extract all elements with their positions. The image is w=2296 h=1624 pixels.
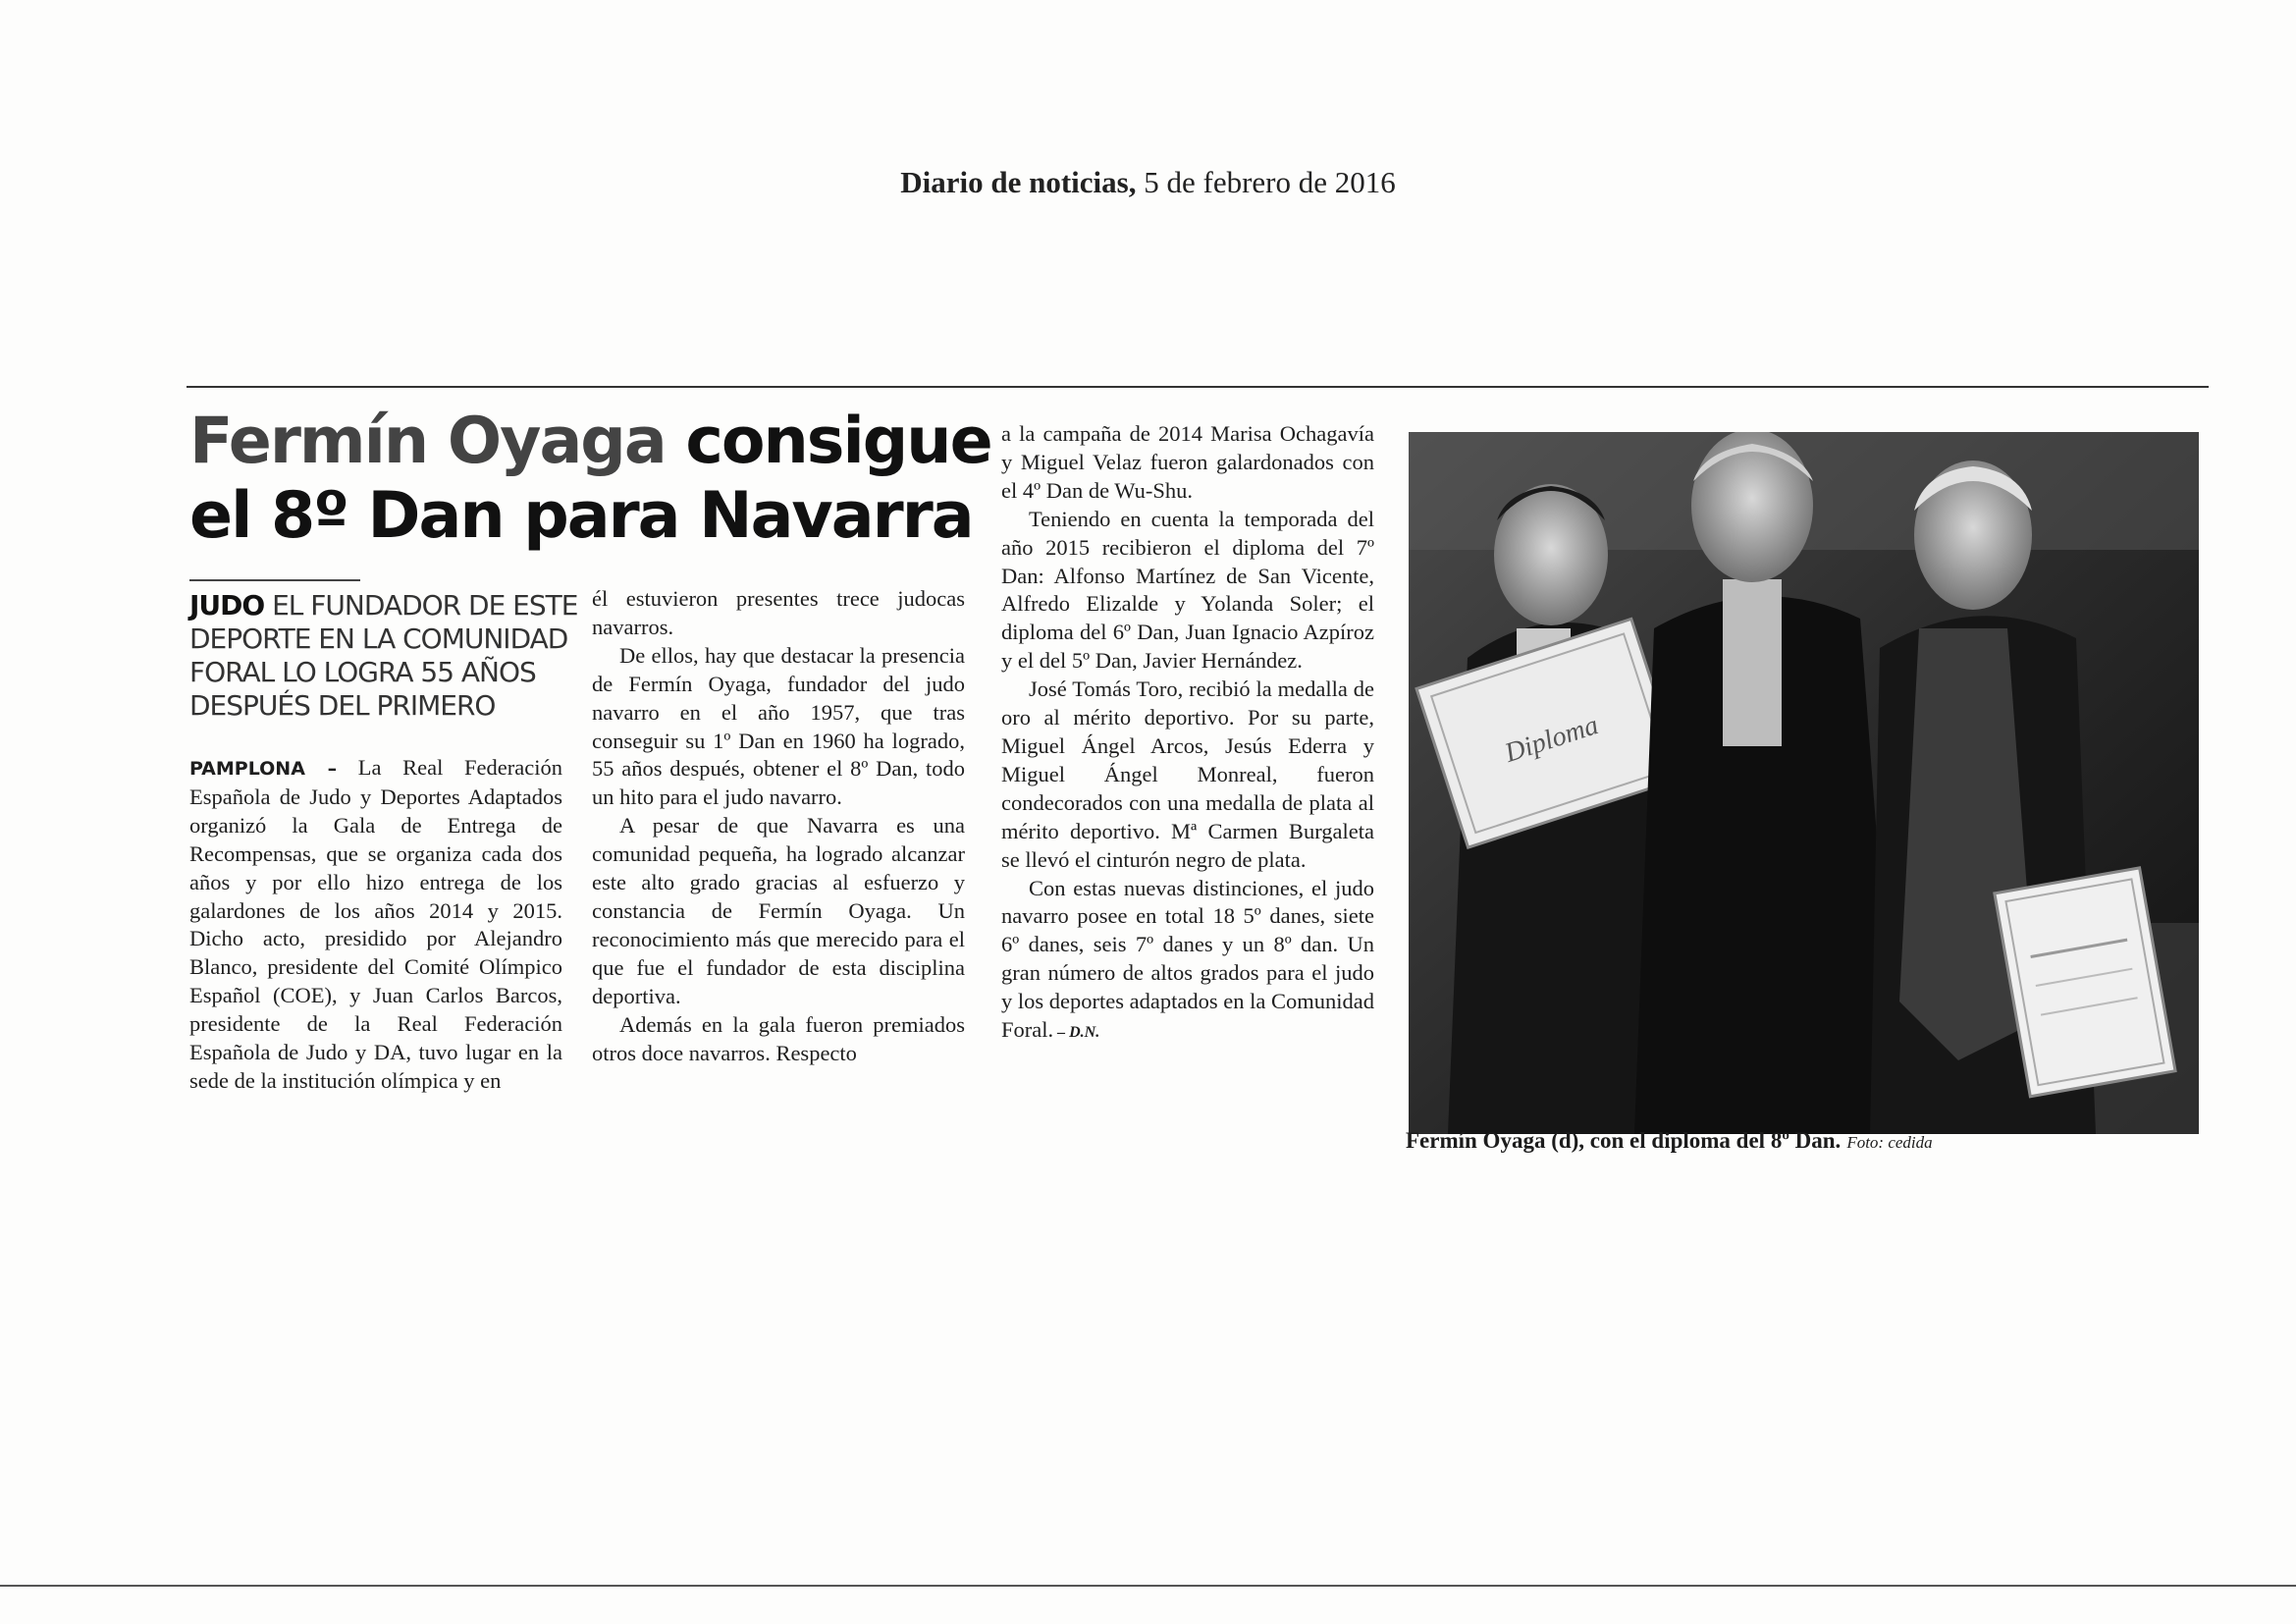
column-2	[592, 585, 965, 1067]
headline-line-2: el 8º Dan para Navarra	[189, 479, 973, 553]
body-paragraph-6: José Tomás Toro, recibió la medalla de oro al mérito deportivo. Por su parte, Miguel Ángel Arcos, Jesús Ederra y Miguel Ángel Monreal, fueron condecorados con una medalla de plata al mérito deportivo. Mª Carmen Burgaleta se llevó el cinturón negro de plata.	[1001, 677, 1374, 872]
bottom-rule	[0, 1585, 2296, 1587]
column-1	[189, 754, 562, 1096]
news-photo	[1409, 432, 2199, 1134]
body-paragraph-4: Además en la gala fueron premiados otros doce navarros. Respecto	[592, 1011, 965, 1065]
caption-text: Fermín Oyaga (d), con el diploma del 8º Dan.	[1406, 1128, 1842, 1153]
photo-credit: Foto: cedida	[1846, 1133, 1933, 1152]
publication-name: Diario de noticias,	[900, 165, 1137, 199]
deck	[189, 589, 582, 723]
deck-text: EL FUNDADOR DE ESTE DEPORTE EN LA COMUNIDAD FORAL LO LOGRA 55 AÑOS DESPUÉS DEL PRIMERO	[189, 589, 578, 722]
body-paragraph-1-cont: él estuvieron presentes trece judocas navarros.	[592, 586, 965, 639]
diploma-label: Diploma	[1501, 710, 1603, 769]
dateline: PAMPLONA –	[189, 758, 338, 780]
body-paragraph-4-cont: a la campaña de 2014 Marisa Ochagavía y Miguel Velaz fueron galardonados con el 4º Dan de Wu-Shu.	[1001, 421, 1374, 503]
column-3	[1001, 420, 1374, 1048]
publication-source-line	[0, 165, 2296, 200]
body-paragraph-5: Teniendo en cuenta la temporada del año 2015 recibieron el diploma del 7º Dan: Alfonso Martínez de San Vicente, Alfredo Elizalde y Yolanda Soler; el diploma del 6º Dan, Juan Ignacio Azpíroz y el del 5º Dan, Javier Hernández.	[1001, 506, 1374, 674]
deck-tag: JUDO	[189, 589, 265, 622]
body-paragraph-1-text: La Real Federación Española de Judo y Deportes Adaptados organizó la Gala de Entrega de Recompensas, que se organiza cada dos años y por ello hizo entrega de los galardones de los años 2014 y 2015. Dicho acto, presidido por Alejandro Blanco, presidente del Comité Olímpico Español (COE), y Juan Carlos Barcos, presidente de la Real Federación Española de Judo y DA, tuvo lugar en la sede de la institución olímpica y en	[189, 755, 562, 1093]
body-paragraph-3: A pesar de que Navarra es una comunidad pequeña, ha logrado alcanzar este alto grado gracias al esfuerzo y constancia de Fermín Oyaga. Un reconocimiento más que merecido para el que fue el fundador de esta disciplina deportiva.	[592, 813, 965, 1008]
publication-date: 5 de febrero de 2016	[1144, 165, 1396, 199]
body-paragraph-7-text: Con estas nuevas distinciones, el judo navarro posee en total 18 5º danes, siete 6º danes, seis 7º danes y un 8º dan. Un gran número de altos grados para el judo y los deportes adaptados en la Comunidad Foral.	[1001, 875, 1374, 1043]
photo-caption	[1406, 1128, 2211, 1154]
signature: – D.N.	[1053, 1024, 1100, 1042]
headline-rest: consigue	[665, 405, 991, 478]
deck-rule	[189, 579, 360, 581]
body-paragraph-2: De ellos, hay que destacar la presencia de Fermín Oyaga, fundador del judo navarro en el año 1957, que tras conseguir su 1º Dan en 1960 ha logrado, 55 años después, obtener el 8º Dan, todo un hito para el judo navarro.	[592, 642, 965, 810]
photo-illustration	[1409, 432, 2199, 1134]
headline-name: Fermín Oyaga	[189, 405, 666, 478]
body-paragraph-7	[1001, 875, 1374, 1048]
headline	[189, 405, 994, 554]
top-rule	[187, 386, 2209, 388]
body-paragraph-1	[189, 754, 562, 1096]
